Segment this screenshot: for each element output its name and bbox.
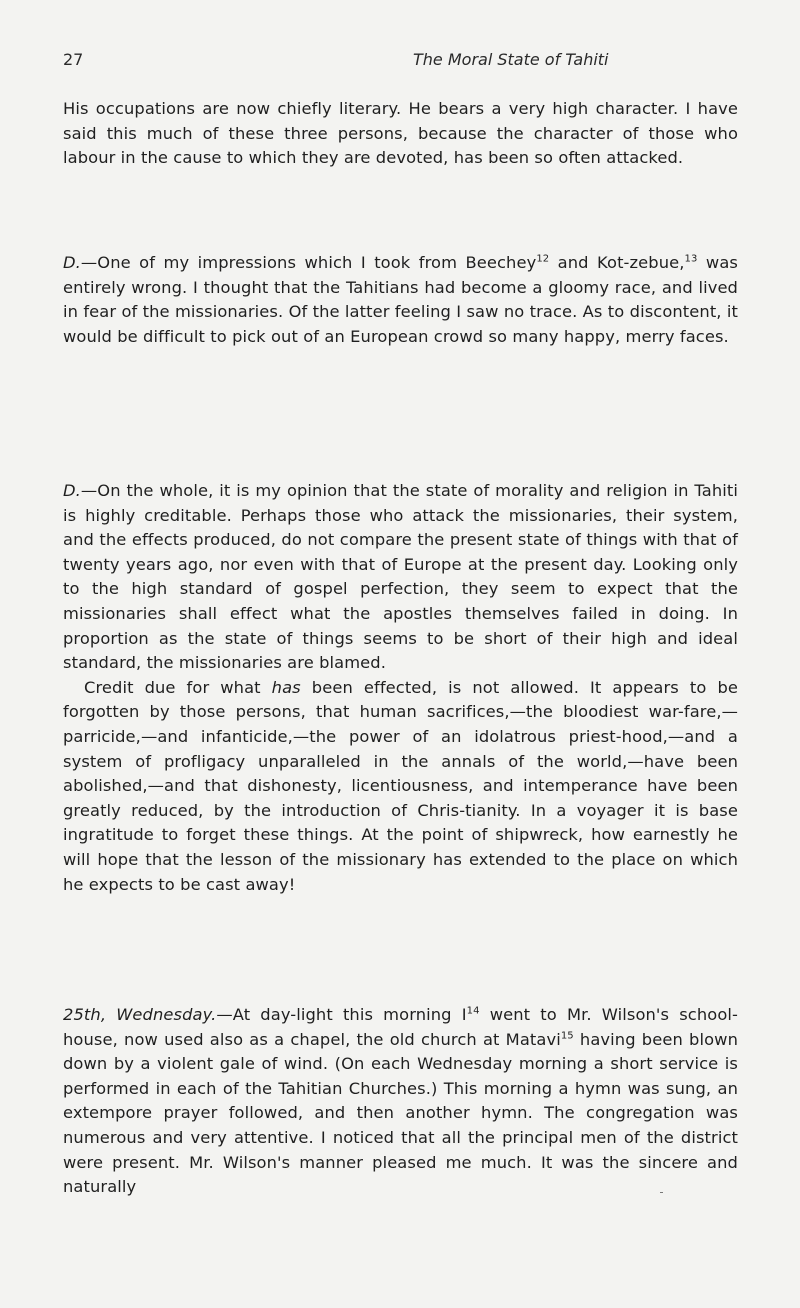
paragraph-3 (63, 479, 738, 676)
paragraph-5-lead: 25th, Wednesday. (63, 1005, 217, 1024)
paragraph-2-text-c: was entirely wrong. I thought that the Tahitians had become a gloomy race, and lived in fear of the missionaries. Of the latter feeling I saw no trace. As to discontent, it would be difficult to pick out of an European crowd so many happy, merry faces. (63, 253, 738, 346)
paragraph-2 (63, 251, 738, 349)
paragraph-4 (63, 676, 738, 897)
paragraph-4-text-b: been effected, is not allowed. It appears to be forgotten by those persons, that human sacrifices,—the bloodiest war-fare,—parricide,—and infanticide,—the power of an idolatrous priest-hood,—and a system of profligacy unparalleled in the annals of the world,—have been abolished,—and that dishonesty, licentiousness, and intemperance have been greatly reduced, by the introduction of Chris-tianity. In a voyager it is base ingratitude to forget these things. At the point of shipwreck, how earnestly he will hope that the lesson of the missionary has extended to the place on which he expects to be cast away! (63, 677, 739, 894)
running-head (63, 50, 742, 74)
footnote-ref-15: 15 (560, 1030, 574, 1042)
paragraph-5-text-a: —At day-light this morning I (216, 1005, 467, 1024)
page-number: 27 (63, 50, 84, 69)
page-mark (660, 1192, 663, 1193)
footnote-ref-12: 12 (536, 253, 550, 265)
paragraph-2-text-a: —One of my impressions which I took from Beechey (80, 253, 537, 272)
paragraph-2-text-b: and Kot-zebue, (549, 253, 685, 272)
paragraph-1 (63, 97, 738, 171)
paragraph-3-lead: D. (63, 481, 81, 500)
paragraph-5-text-b: went to Mr. Wilson's school-house, now used also as a chapel, the old church at Matavi (63, 1005, 738, 1049)
paragraph-3-group (63, 479, 738, 897)
footnote-ref-14: 14 (466, 1005, 480, 1017)
running-title: The Moral State of Tahiti (413, 50, 609, 69)
paragraph-2-text (63, 251, 738, 349)
paragraph-5-text (63, 1003, 738, 1200)
paragraph-3-text: —On the whole, it is my opinion that the state of morality and religion in Tahiti is highly creditable. Perhaps those who attack the missionaries, their system, and the effects produced, do not compare the present state of things with that of twenty years ago, nor even with that of Europe at the present day. Looking only to the high standard of gospel perfection, they seem to expect that the missionaries shall effect what the apostles themselves failed in doing. In proportion as the state of things seems to be short of their high and ideal standard, the missionaries are blamed. (63, 481, 738, 673)
paragraph-1-text: His occupations are now chiefly literary. He bears a very high character. I have said this much of these three persons, because the character of those who labour in the cause to which they are devoted, has been so often attacked. (63, 99, 738, 168)
paragraph-2-lead: D. (63, 253, 81, 272)
paragraph-4-emphasis: has (271, 677, 301, 697)
footnote-ref-13: 13 (684, 253, 698, 265)
paragraph-5 (63, 1003, 738, 1200)
paragraph-5-text-c: having been blown down by a violent gale of wind. (On each Wednesday morning a short service is performed in each of the Tahitian Churches.) This morning a hymn was sung, an extempore prayer followed, and then another hymn. The congregation was numerous and very attentive. I noticed that all the principal men of the district were present. Mr. Wilson's manner pleased me much. It was the sincere and naturally (63, 1029, 738, 1197)
paragraph-4-text-a: Credit due for what (84, 677, 272, 697)
